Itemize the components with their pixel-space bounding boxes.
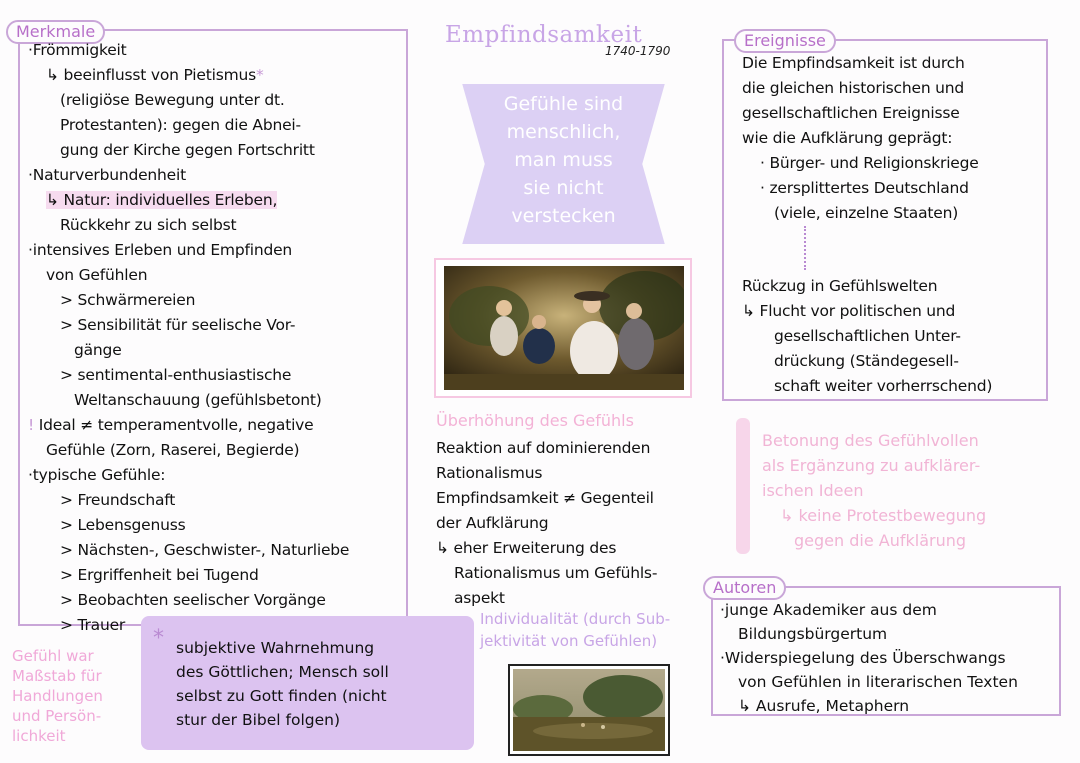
betonung-line: gegen die Aufklärung: [794, 531, 967, 550]
rueckzug-line: schaft weiter vorherrschend): [774, 377, 993, 395]
note-line: Handlungen: [12, 687, 103, 705]
autoren-list: [720, 598, 1060, 718]
subjektiv-line: selbst zu Gott finden (nicht: [176, 687, 387, 705]
merkmale-line: > Sensibilität für seelische Vor-: [60, 316, 296, 334]
merkmale-line: ↳ beeinflusst von Pietismus*: [46, 66, 264, 84]
hexagon-line: menschlich,: [506, 121, 621, 143]
merkmale-line: > Schwärmereien: [60, 291, 196, 309]
note-line: Gefühl war: [12, 647, 94, 665]
ereignisse-line: gesellschaftlichen Ereignisse: [742, 104, 960, 122]
hexagon-line: Gefühle sind: [503, 93, 624, 115]
ueberhoehung-line: aspekt: [454, 589, 505, 607]
merkmale-line: > Lebensgenuss: [60, 516, 186, 534]
subjektiv-line: stur der Bibel folgen): [176, 711, 340, 729]
autoren-line: von Gefühlen in literarischen Texten: [738, 673, 1018, 691]
merkmale-line: > Nächsten-, Geschwister-, Naturliebe: [60, 541, 350, 559]
merkmale-line: ↳ Natur: individuelles Erleben,: [46, 191, 278, 209]
rueckzug-list: [742, 274, 1042, 399]
page-title: Empfindsamkeit: [445, 22, 643, 48]
merkmale-line: ! Ideal ≠ temperamentvolle, negative: [28, 416, 314, 434]
hexagon-line: man muss: [514, 149, 613, 171]
individualitaet-line: Individualität (durch Sub-: [480, 610, 671, 628]
hexagon-line: sie nicht: [523, 177, 604, 199]
ereignisse-line: · Bürger- und Religionskriege: [760, 154, 979, 172]
ueberhoehung-line: der Aufklärung: [436, 514, 549, 532]
autoren-line: ↳ Ausrufe, Metaphern: [738, 697, 910, 715]
merkmale-line: (religiöse Bewegung unter dt.: [60, 91, 285, 109]
ereignisse-line: · zersplittertes Deutschland: [760, 179, 969, 197]
note-line: und Persön-: [12, 707, 102, 725]
star-mark: *: [256, 66, 264, 84]
merkmale-line: ·typische Gefühle:: [28, 466, 166, 484]
ereignisse-list: [742, 51, 1042, 226]
betonung-line: ↳ keine Protestbewegung: [780, 506, 987, 525]
hexagon-text: [471, 90, 656, 230]
ueberhoehung-line: Rationalismus um Gefühls-: [454, 564, 658, 582]
subjektiv-line: subjektive Wahrnehmung: [176, 639, 375, 657]
individualitaet-note: [480, 608, 670, 652]
ereignisse-line: wie die Aufklärung geprägt:: [742, 129, 953, 147]
merkmale-line: gänge: [74, 341, 122, 359]
merkmale-line: von Gefühlen: [46, 266, 148, 284]
autoren-heading: Autoren: [703, 576, 786, 600]
note-gefuehl-massstab: [12, 646, 142, 746]
merkmale-line: ·intensives Erleben und Empfinden: [28, 241, 293, 259]
ueberhoehung-line: Reaktion auf dominierenden: [436, 439, 651, 457]
merkmale-line: ·Naturverbundenheit: [28, 166, 187, 184]
title-dates: 1740-1790: [605, 44, 671, 58]
star-mark: *: [153, 626, 164, 651]
subjektiv-text: [176, 636, 389, 732]
note-line: lichkeit: [12, 727, 66, 745]
exclaim-mark: !: [28, 416, 35, 434]
merkmale-line: > Freundschaft: [60, 491, 176, 509]
merkmale-line: Gefühle (Zorn, Raserei, Begierde): [46, 441, 300, 459]
merkmale-line: gung der Kirche gegen Fortschritt: [60, 141, 315, 159]
merkmale-line: Protestanten): gegen die Abnei-: [60, 116, 301, 134]
ueberhoehung-list: [436, 436, 706, 611]
painting-landscape: [513, 669, 665, 751]
merkmale-line: ·Frömmigkeit: [28, 41, 127, 59]
ueberhoehung-heading: Überhöhung des Gefühls: [436, 411, 634, 430]
betonung-line: Betonung des Gefühlvollen: [762, 431, 979, 450]
ueberhoehung-line: Rationalismus: [436, 464, 543, 482]
note-line: Maßstab für: [12, 667, 102, 685]
rueckzug-line: Rückzug in Gefühlswelten: [742, 277, 938, 295]
ereignisse-line: (viele, einzelne Staaten): [774, 204, 959, 222]
painting-women-in-garden: [444, 266, 684, 390]
rueckzug-line: gesellschaftlichen Unter-: [774, 327, 961, 345]
betonung-accent-bar: [736, 418, 750, 554]
merkmale-heading: Merkmale: [6, 20, 105, 44]
subjektiv-line: des Göttlichen; Mensch soll: [176, 663, 389, 681]
betonung-line: ischen Ideen: [762, 481, 864, 500]
merkmale-list: [28, 38, 408, 638]
merkmale-line: > Ergriffenheit bei Tugend: [60, 566, 259, 584]
autoren-line: Bildungsbürgertum: [738, 625, 888, 643]
merkmale-line: > sentimental-enthusiastische: [60, 366, 292, 384]
rueckzug-line: drückung (Ständegesell-: [774, 352, 959, 370]
merkmale-line: Rückkehr zu sich selbst: [60, 216, 237, 234]
merkmale-line: Weltanschauung (gefühlsbetont): [74, 391, 322, 409]
autoren-line: ·junge Akademiker aus dem: [720, 601, 937, 619]
ereignisse-heading: Ereignisse: [734, 29, 836, 53]
betonung-note: [762, 428, 986, 553]
ereignisse-line: die gleichen historischen und: [742, 79, 965, 97]
ereignisse-line: Die Empfindsamkeit ist durch: [742, 54, 965, 72]
rueckzug-line: ↳ Flucht vor politischen und: [742, 302, 956, 320]
hexagon-line: verstecken: [511, 205, 616, 227]
merkmale-line: > Trauer: [60, 616, 126, 634]
merkmale-line: > Beobachten seelischer Vorgänge: [60, 591, 326, 609]
individualitaet-line: jektivität von Gefühlen): [480, 632, 658, 650]
betonung-line: als Ergänzung zu aufklärer-: [762, 456, 981, 475]
ueberhoehung-line: ↳ eher Erweiterung des: [436, 539, 617, 557]
ueberhoehung-line: Empfindsamkeit ≠ Gegenteil: [436, 489, 654, 507]
dotted-arrow: [804, 226, 808, 270]
autoren-line: ·Widerspiegelung des Überschwangs: [720, 649, 1006, 667]
